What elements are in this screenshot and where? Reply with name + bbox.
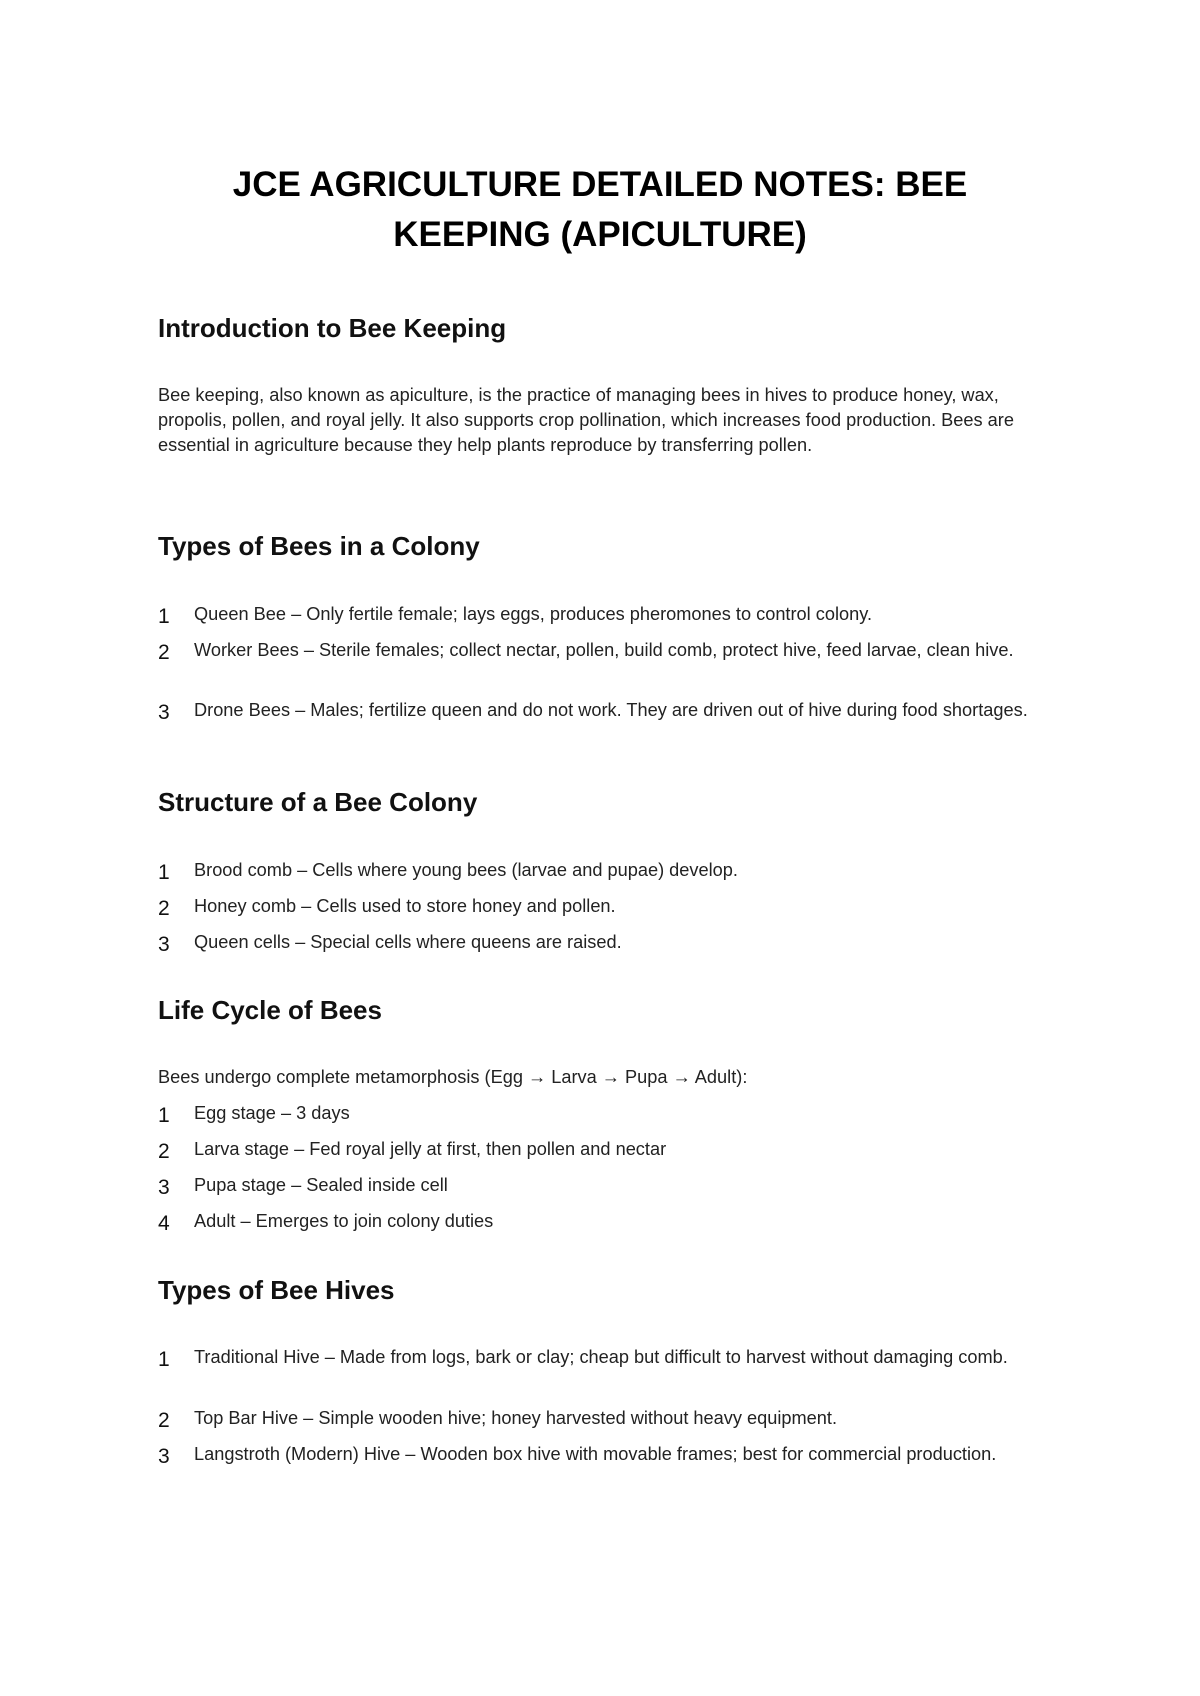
list-item-text: Traditional Hive – Made from logs, bark or clay; cheap but difficult to harvest without damaging comb. xyxy=(194,1347,1008,1367)
list-item-text: Queen cells – Special cells where queens are raised. xyxy=(194,932,622,952)
section-heading-introduction: Introduction to Bee Keeping xyxy=(158,313,507,343)
list-number: 2 xyxy=(158,1140,170,1163)
life-cycle-intro: Bees undergo complete metamorphosis (Egg → Larva → Pupa → Adult): xyxy=(158,1067,748,1087)
list-item xyxy=(158,1442,1058,1467)
list-item-text: Brood comb – Cells where young bees (larvae and pupae) develop. xyxy=(194,860,738,880)
section-heading-types-of-bees: Types of Bees in a Colony xyxy=(158,531,480,561)
introduction-paragraph: Bee keeping, also known as apiculture, is the practice of managing bees in hives to produce honey, wax, propolis, pollen, and royal jelly. It also supports crop pollination, which increases food production. Bees are essential in agriculture because they help plants reproduce by transferring pollen. xyxy=(158,385,1014,455)
list-number: 1 xyxy=(158,605,170,628)
list-item-text: Adult – Emerges to join colony duties xyxy=(194,1211,494,1231)
list-item xyxy=(158,894,1058,919)
list-number: 1 xyxy=(158,1348,170,1371)
list-item xyxy=(158,1173,1058,1198)
list-item xyxy=(158,1137,1058,1162)
list-item xyxy=(158,1101,1058,1126)
list-item xyxy=(158,858,1058,883)
list-item-text: Larva stage – Fed royal jelly at first, then pollen and nectar xyxy=(194,1139,667,1159)
list-number: 3 xyxy=(158,1176,170,1199)
list-number: 2 xyxy=(158,897,170,920)
list-item-text: Worker Bees – Sterile females; collect nectar, pollen, build comb, protect hive, feed larvae, clean hive. xyxy=(194,640,1014,660)
section-heading-life-cycle: Life Cycle of Bees xyxy=(158,995,382,1025)
list-number: 3 xyxy=(158,933,170,956)
list-item-text: Top Bar Hive – Simple wooden hive; honey harvested without heavy equipment. xyxy=(194,1408,837,1428)
list-number: 2 xyxy=(158,641,170,664)
list-item-text: Honey comb – Cells used to store honey and pollen. xyxy=(194,896,616,916)
list-number: 1 xyxy=(158,861,170,884)
list-item xyxy=(158,1209,1058,1234)
section-heading-structure: Structure of a Bee Colony xyxy=(158,787,478,817)
list-item xyxy=(158,698,1058,723)
list-number: 4 xyxy=(158,1212,170,1235)
list-item-text: Egg stage – 3 days xyxy=(194,1103,350,1123)
list-number: 3 xyxy=(158,701,170,724)
list-item xyxy=(158,930,1058,955)
list-number: 2 xyxy=(158,1409,170,1432)
list-item-text: Queen Bee – Only fertile female; lays eggs, produces pheromones to control colony. xyxy=(194,604,873,624)
list-item-text: Drone Bees – Males; fertilize queen and do not work. They are driven out of hive during food shortages. xyxy=(194,700,1028,720)
document-title: JCE AGRICULTURE DETAILED NOTES: BEE KEEPING (APICULTURE) xyxy=(232,165,968,254)
section-heading-bee-hives: Types of Bee Hives xyxy=(158,1275,395,1305)
list-item-text: Langstroth (Modern) Hive – Wooden box hive with movable frames; best for commercial production. xyxy=(194,1444,997,1464)
list-item xyxy=(158,1406,1058,1431)
list-item-text: Pupa stage – Sealed inside cell xyxy=(194,1175,448,1195)
list-item xyxy=(158,602,1058,627)
list-number: 3 xyxy=(158,1445,170,1468)
list-item xyxy=(158,638,1058,663)
list-item xyxy=(158,1345,1058,1370)
list-number: 1 xyxy=(158,1104,170,1127)
